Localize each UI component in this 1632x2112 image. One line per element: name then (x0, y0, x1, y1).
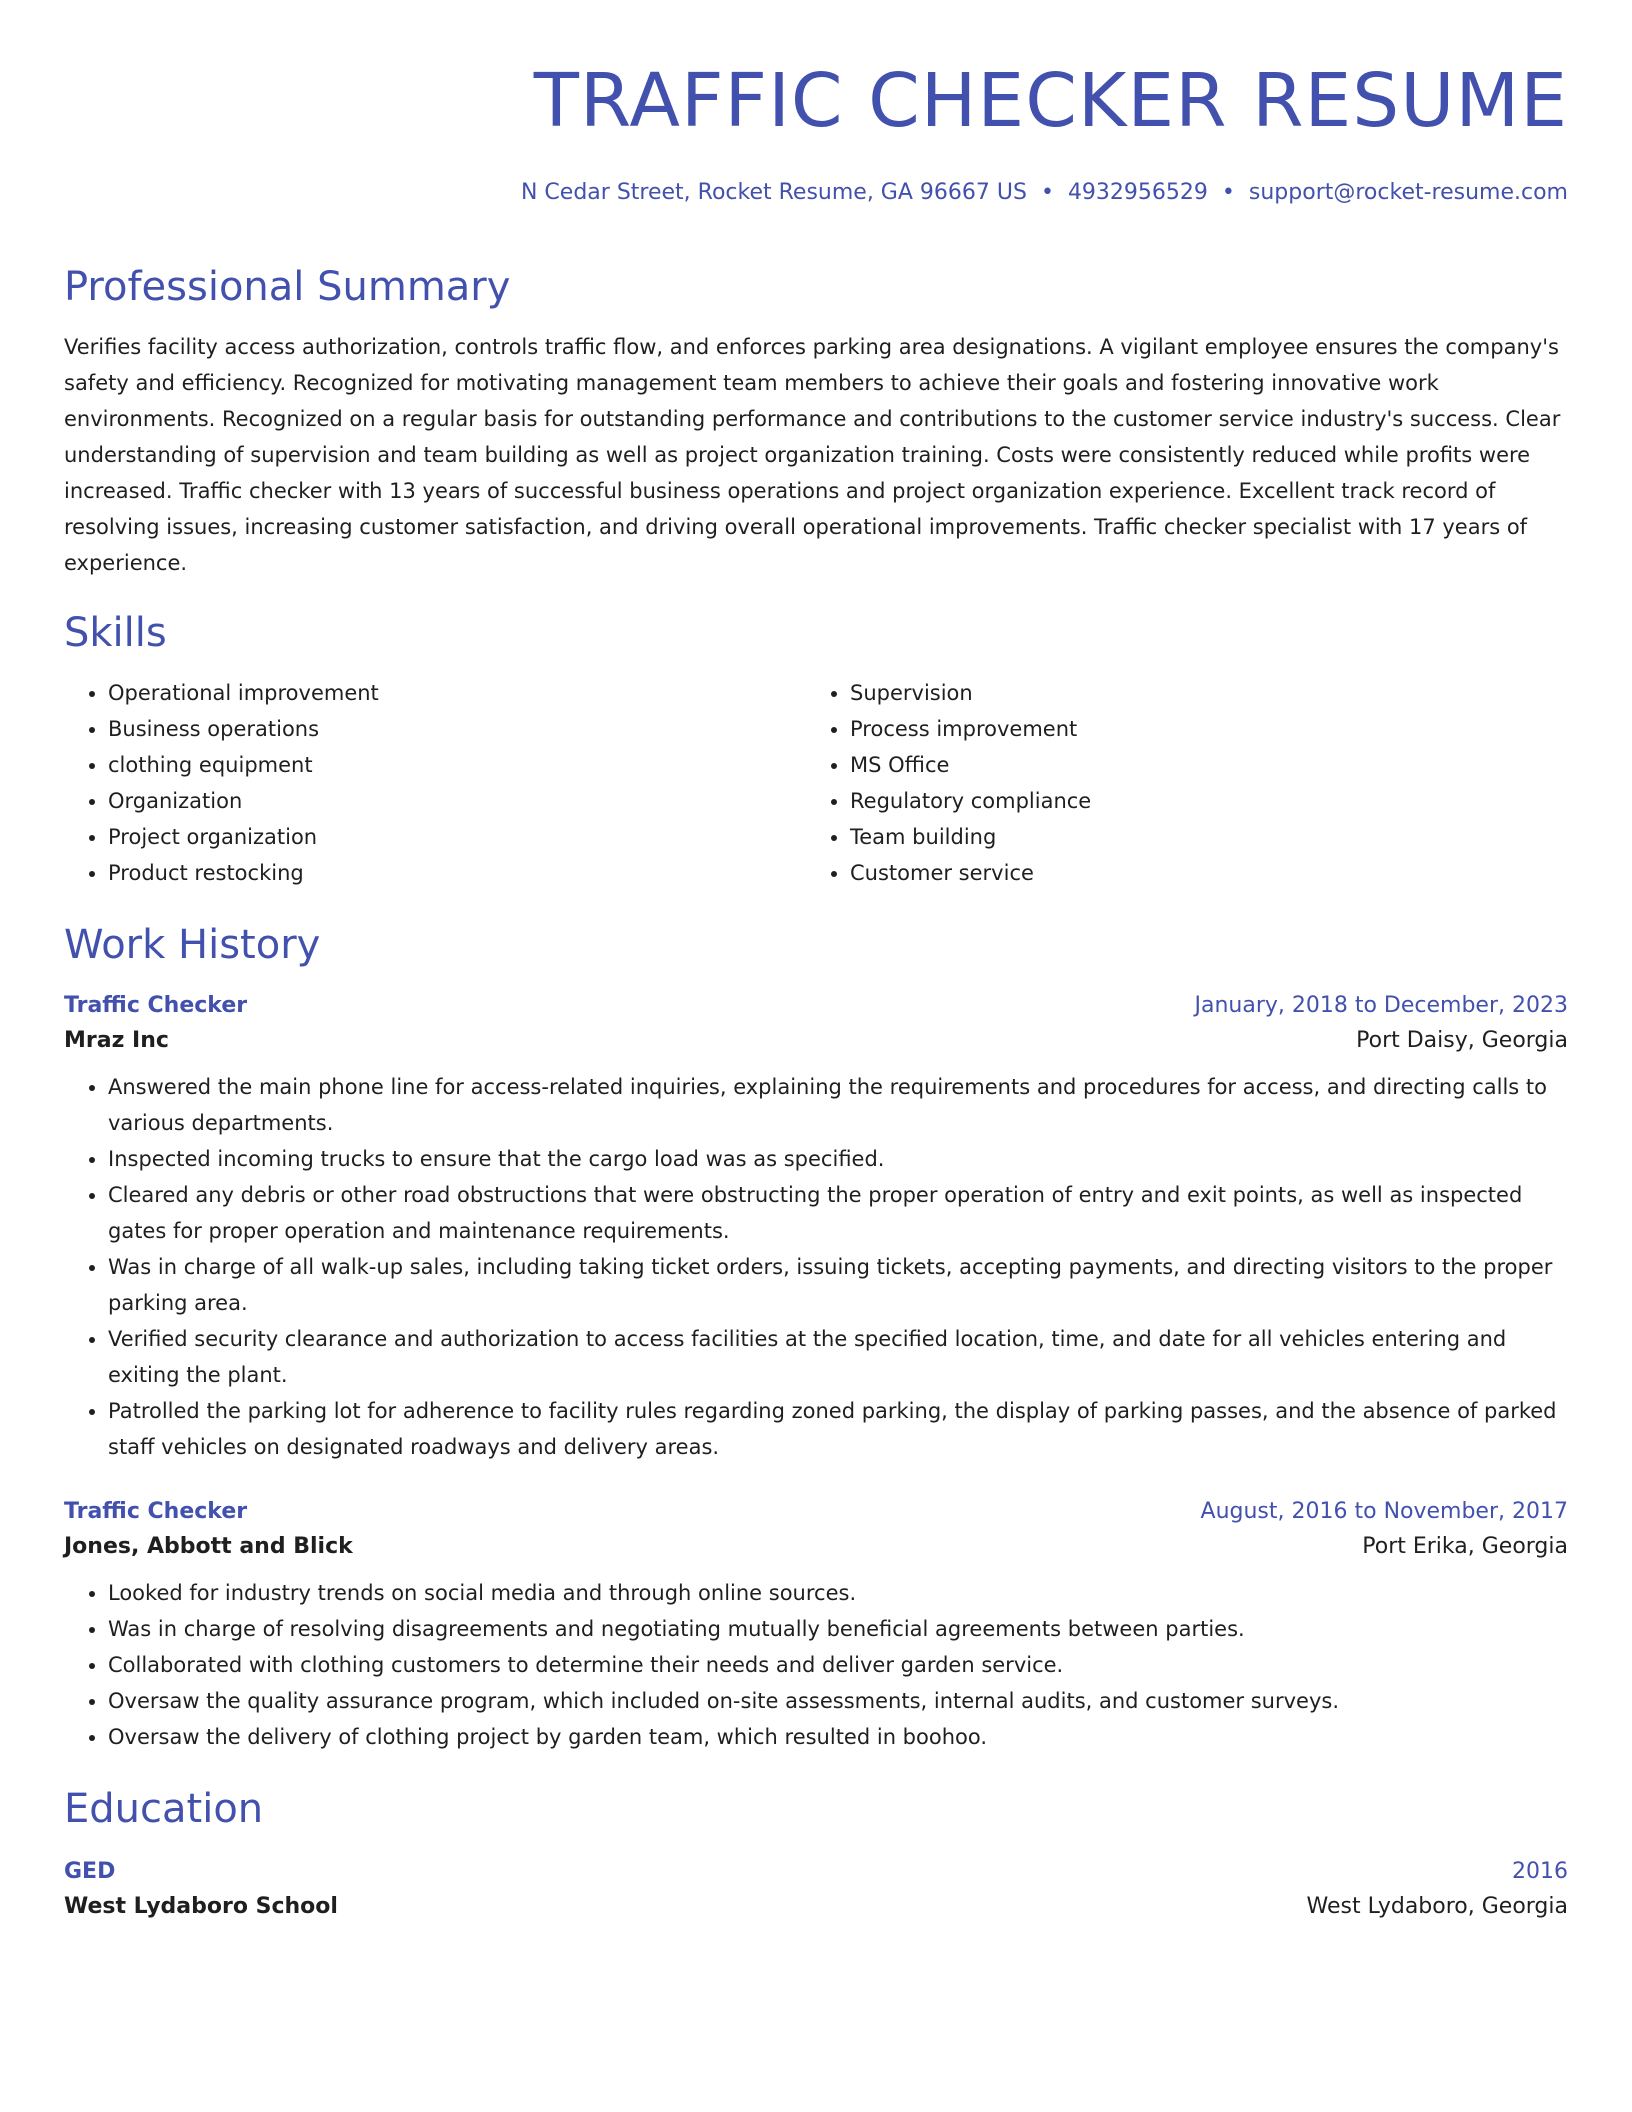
education-subheader (64, 1894, 1568, 1919)
job-company: Mraz Inc (64, 1028, 169, 1053)
summary-heading: Professional Summary (64, 264, 511, 310)
job-entry (64, 1499, 1568, 1755)
contact-email[interactable]: support@rocket-resume.com (1248, 180, 1568, 205)
job-duty-item: • Oversaw the delivery of clothing project by garden team, which resulted in boohoo. (108, 1719, 1568, 1755)
education-degree: GED (64, 1859, 116, 1884)
skills-column-right (806, 675, 1548, 891)
skill-item: • Project organization (108, 819, 806, 855)
job-duty-item: • Patrolled the parking lot for adherence to facility rules regarding zoned parking, the display of parking passes, and the absence of parked staff vehicles on designated roadways and delivery areas. (108, 1393, 1568, 1465)
education-heading: Education (64, 1786, 264, 1832)
education-year: 2016 (1512, 1859, 1568, 1884)
skill-item: • Operational improvement (108, 675, 806, 711)
education-school: West Lydaboro School (64, 1894, 338, 1919)
skill-item: • Customer service (850, 855, 1548, 891)
skills-column-left (64, 675, 806, 891)
resume-page (64, 0, 1568, 1919)
skill-item: • Supervision (850, 675, 1548, 711)
job-duty-item: • Cleared any debris or other road obstructions that were obstructing the proper operation of entry and exit points, as well as inspected gates for proper operation and maintenance requirements. (108, 1177, 1568, 1249)
contact-separator: • (1040, 180, 1054, 205)
job-duty-item: • Answered the main phone line for access-related inquiries, explaining the requirements and procedures for access, and directing calls to various departments. (108, 1069, 1568, 1141)
job-company: Jones, Abbott and Blick (64, 1534, 353, 1559)
skill-item: • Team building (850, 819, 1548, 855)
job-entry (64, 993, 1568, 1465)
job-duties (64, 1575, 1568, 1755)
job-subheader (64, 1534, 1568, 1559)
contact-separator: • (1221, 180, 1235, 205)
education-header (64, 1859, 1568, 1884)
summary-text: Verifies facility access authorization, controls traffic flow, and enforces parking area designations. A vigilant employee ensures the company's safety and efficiency. Recognized for motivating management team members to achieve their goals and fostering innovative work environments. Recognized on a regular basis for outstanding performance and contributions to the customer service industry's success. Clear understanding of supervision and team building as well as project organization training. Costs were consistently reduced while profits were increased. Traffic checker with 13 years of successful business operations and project organization experience. Excellent track record of resolving issues, increasing customer satisfaction, and driving overall operational improvements. Traffic checker specialist with 17 years of experience. (64, 335, 1561, 575)
job-dates: January, 2018 to December, 2023 (1194, 993, 1568, 1018)
job-location: Port Erika, Georgia (1362, 1534, 1568, 1559)
skills-heading: Skills (64, 610, 167, 656)
job-duties (64, 1069, 1568, 1465)
job-title: Traffic Checker (64, 1499, 248, 1524)
job-duty-item: • Was in charge of resolving disagreements and negotiating mutually beneficial agreements between parties. (108, 1611, 1568, 1647)
skill-item: • MS Office (850, 747, 1548, 783)
job-duty-item: • Looked for industry trends on social media and through online sources. (108, 1575, 1568, 1611)
job-duty-item: • Inspected incoming trucks to ensure that the cargo load was as specified. (108, 1141, 1568, 1177)
education-entry (64, 1859, 1568, 1919)
skill-item: • Organization (108, 783, 806, 819)
contact-address: N Cedar Street, Rocket Resume, GA 96667 US (520, 180, 1027, 205)
education-location: West Lydaboro, Georgia (1306, 1894, 1568, 1919)
contact-line (64, 180, 1568, 205)
skill-item: • Process improvement (850, 711, 1548, 747)
skill-item: • clothing equipment (108, 747, 806, 783)
job-header (64, 1499, 1568, 1524)
job-duty-item: • Oversaw the quality assurance program, which included on-site assessments, internal audits, and customer surveys. (108, 1683, 1568, 1719)
work-history-heading: Work History (64, 922, 321, 968)
job-dates: August, 2016 to November, 2017 (1200, 1499, 1568, 1524)
skill-item: • Regulatory compliance (850, 783, 1548, 819)
job-duty-item: • Was in charge of all walk-up sales, including taking ticket orders, issuing tickets, accepting payments, and directing visitors to the proper parking area. (108, 1249, 1568, 1321)
skills-list (64, 675, 1568, 891)
job-title: Traffic Checker (64, 993, 248, 1018)
resume-title: TRAFFIC CHECKER RESUME (533, 58, 1568, 144)
job-header (64, 993, 1568, 1018)
contact-phone[interactable]: 4932956529 (1067, 180, 1208, 205)
job-subheader (64, 1028, 1568, 1053)
job-duty-item: • Collaborated with clothing customers to determine their needs and deliver garden service. (108, 1647, 1568, 1683)
job-duty-item: • Verified security clearance and authorization to access facilities at the specified location, time, and date for all vehicles entering and exiting the plant. (108, 1321, 1568, 1393)
job-location: Port Daisy, Georgia (1356, 1028, 1568, 1053)
skill-item: • Business operations (108, 711, 806, 747)
skill-item: • Product restocking (108, 855, 806, 891)
